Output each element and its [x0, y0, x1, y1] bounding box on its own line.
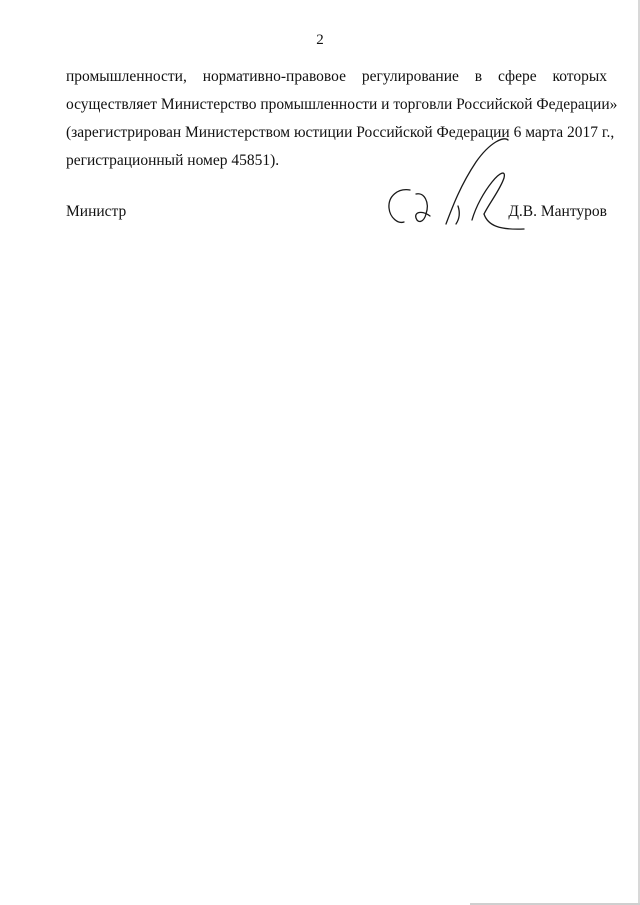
- signature-stroke-5: [484, 214, 524, 229]
- signature-stroke-1: [389, 190, 410, 223]
- body-line-4: регистрационный номер 45851).: [66, 152, 280, 169]
- signature-stroke-2: [416, 194, 430, 222]
- signature-stroke-3: [446, 139, 508, 224]
- page-number: 2: [316, 32, 324, 48]
- body-line-1: промышленности, нормативно-правовое регулирование в сфере которых: [66, 68, 607, 85]
- signature-stroke-6: [456, 206, 459, 224]
- signature-stroke-4: [472, 173, 504, 220]
- body-line-2: осуществляет Министерство промышленности и торговли Российской Федерации»: [66, 96, 618, 113]
- signatory-title: Министр: [66, 203, 127, 220]
- body-line-3: (зарегистрирован Министерством юстиции Российской Федерации 6 марта 2017 г.,: [66, 124, 615, 141]
- handwritten-signature: [380, 132, 530, 232]
- signatory-name: Д.В. Мантуров: [508, 203, 607, 220]
